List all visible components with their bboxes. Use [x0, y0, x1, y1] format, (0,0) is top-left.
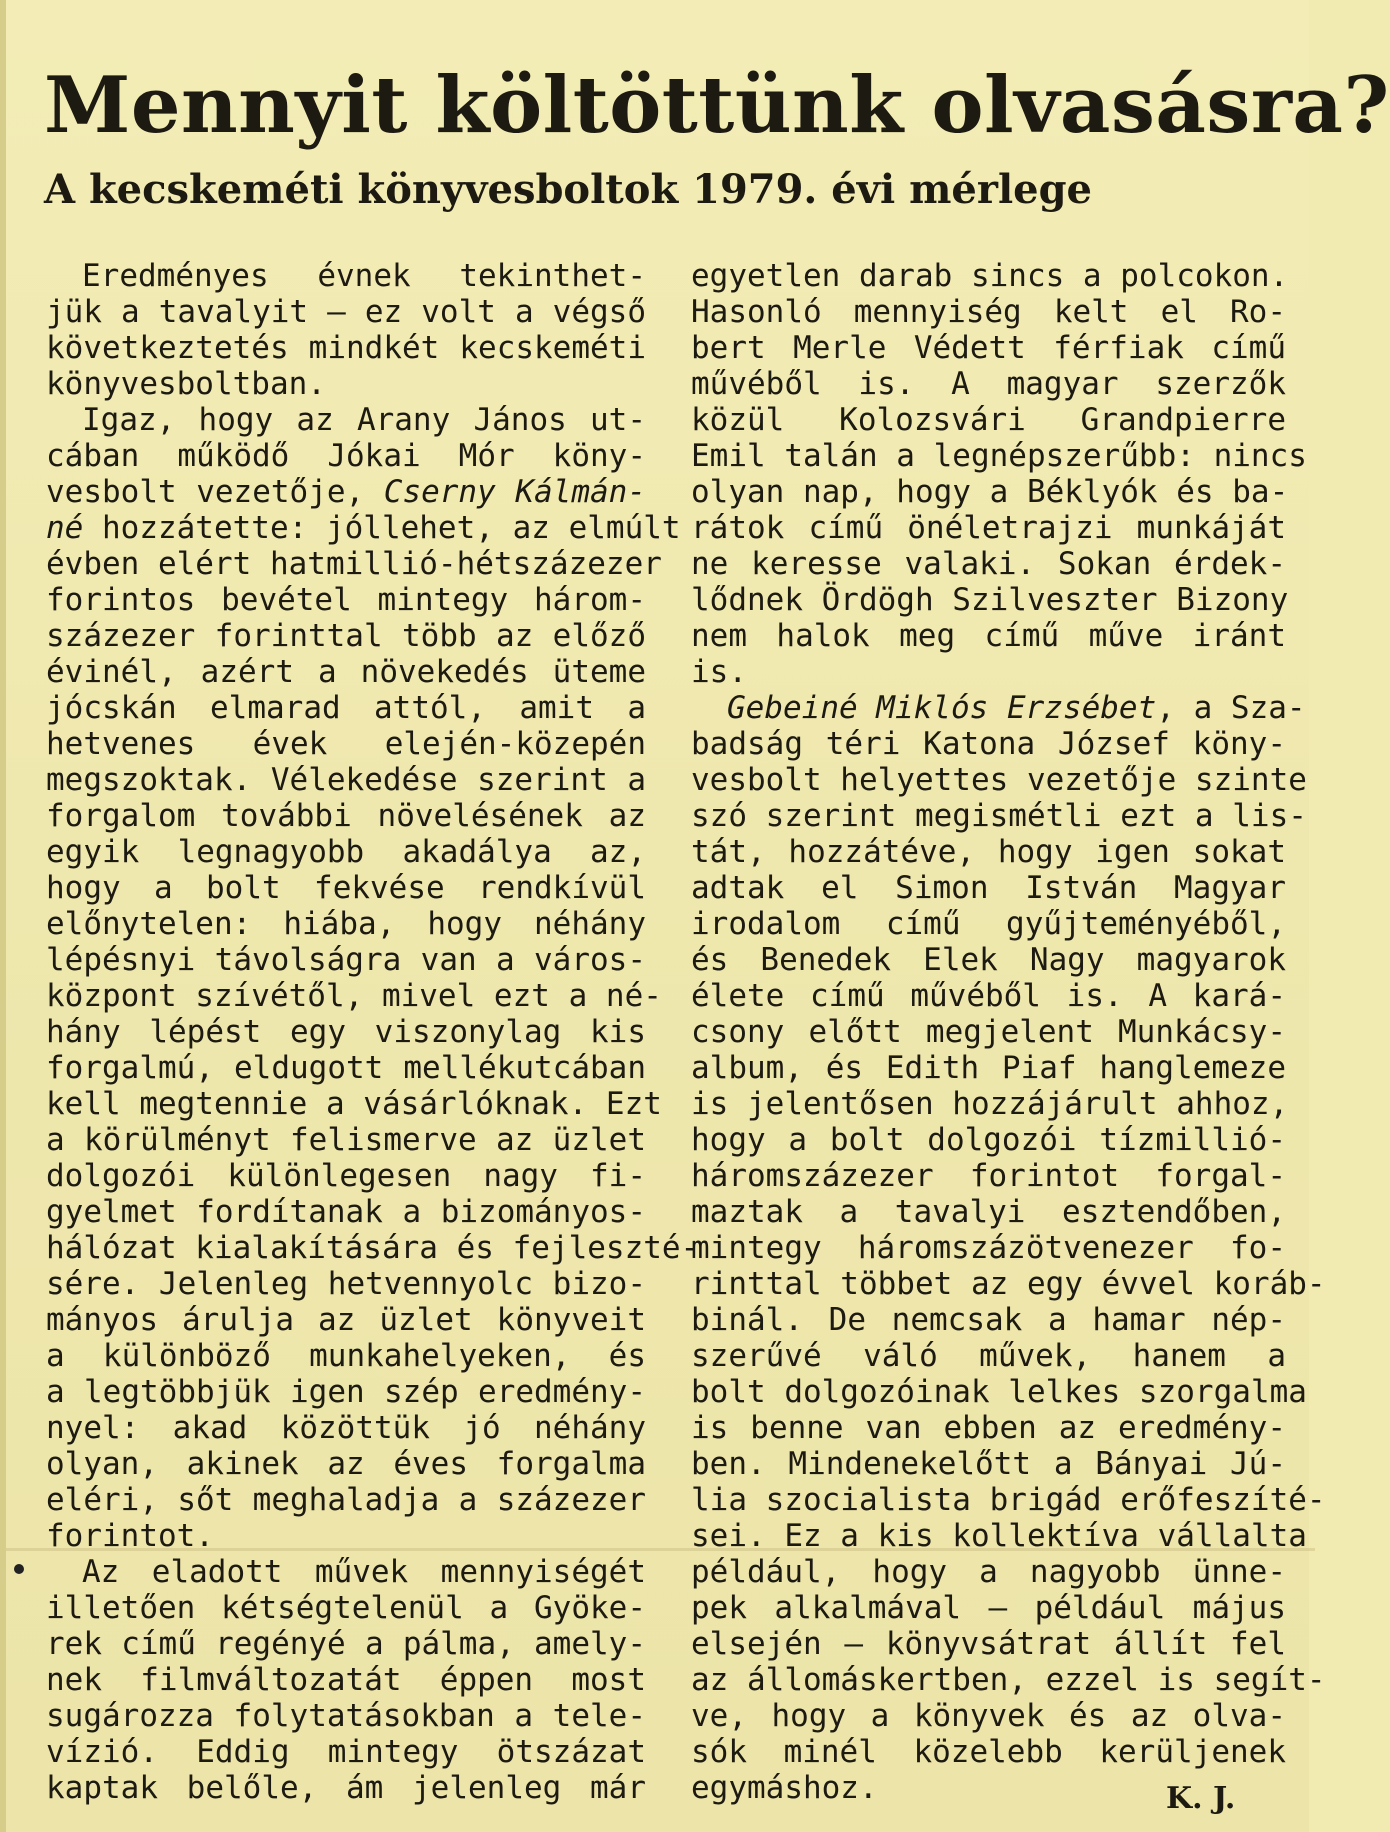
ink-dot [14, 1564, 24, 1574]
text-line: jük a tavalyit — ez volt a végső [46, 294, 646, 330]
text-line: maztak a tavalyi esztendőben, [691, 1194, 1286, 1230]
text-line: a körülményt felismerve az üzlet [46, 1122, 646, 1158]
text-line: az állomáskertben, ezzel is segít- [691, 1662, 1326, 1698]
text-line: egyik legnagyobb akadálya az, [46, 834, 646, 870]
headline: Mennyit költöttünk olvasásra? [44, 60, 1390, 151]
text-line: jócskán elmarad attól, amit a [46, 690, 646, 726]
text-line: művéből is. A magyar szerzők [691, 366, 1286, 402]
text-line: irodalom című gyűjteményéből, [691, 906, 1286, 942]
text-line: Igaz, hogy az Arany János ut- [82, 402, 646, 438]
text-line: hetvenes évek elején-közepén [46, 726, 646, 762]
text-line: a legtöbbjük igen szép eredmény- [46, 1374, 646, 1410]
text-line: nem halok meg című műve iránt [691, 618, 1286, 654]
text-line: tát, hozzátéve, hogy igen sokat [691, 834, 1286, 870]
text-line: né hozzátette: jóllehet, az elmúlt [46, 510, 681, 546]
paper-fold-line [6, 1548, 1315, 1551]
text-line: cában működő Jókai Mór köny- [46, 438, 646, 474]
text-line: hálózat kialakítására és fejleszté- [46, 1230, 700, 1266]
text-line: csony előtt megjelent Munkácsy- [691, 1014, 1286, 1050]
text-line: sugározza folytatásokban a tele- [46, 1698, 646, 1734]
text-line: dolgozói különlegesen nagy fi- [46, 1158, 646, 1194]
text-line: egymáshoz. [691, 1770, 878, 1806]
text-line: olyan nap, hogy a Béklyók és ba- [691, 474, 1289, 510]
text-line: kaptak belőle, ám jelenleg már [46, 1770, 646, 1806]
text-line: Emil talán a legnépszerűbb: nincs [691, 438, 1307, 474]
text-line: közül Kolozsvári Grandpierre [691, 402, 1286, 438]
text-line: Eredményes évnek tekinthet- [82, 258, 646, 294]
author-signature: K. J. [1166, 1781, 1236, 1816]
text-line: például, hogy a nagyobb ünne- [691, 1554, 1286, 1590]
text-line: ben. Mindenekelőtt a Bányai Jú- [691, 1446, 1286, 1482]
text-line: rek című regényé a pálma, amely- [46, 1626, 646, 1662]
text-line: könyvesboltban. [46, 366, 326, 402]
text-line: is benne van ebben az eredmény- [691, 1410, 1286, 1446]
text-line: mányos árulja az üzlet könyveit [46, 1302, 646, 1338]
text-line: Gebeiné Miklós Erzsébet, a Sza- [727, 690, 1306, 726]
text-line: sók minél közelebb kerüljenek [691, 1734, 1286, 1770]
text-line: elsején — könyvsátrat állít fel [691, 1626, 1286, 1662]
text-line: élete című művéből is. A kará- [691, 978, 1286, 1014]
text-line: vesbolt helyettes vezetője szinte [691, 762, 1307, 798]
text-line: évben elért hatmillió-hétszázezer [46, 546, 662, 582]
text-line: rátok című önéletrajzi munkáját [691, 510, 1286, 546]
text-line: nyel: akad közöttük jó néhány [46, 1410, 646, 1446]
text-line: Hasonló mennyiség kelt el Ro- [691, 294, 1286, 330]
text-line: évinél, azért a növekedés üteme [46, 654, 646, 690]
text-line: egyetlen darab sincs a polcokon. [691, 258, 1289, 294]
text-line: ne keresse valaki. Sokan érdek- [691, 546, 1286, 582]
text-line: központ szívétől, mivel ezt a né- [46, 978, 662, 1014]
text-line: forgalmú, eldugott mellékutcában [46, 1050, 646, 1086]
left-column [46, 258, 700, 1806]
text-line: pek alkalmával — például május [691, 1590, 1286, 1626]
text-line: ve, hogy a könyvek és az olva- [691, 1698, 1286, 1734]
text-line: Az eladott művek mennyiségét [82, 1554, 646, 1590]
text-line: badság téri Katona József köny- [691, 726, 1286, 762]
text-line: kell megtennie a vásárlóknak. Ezt [46, 1086, 662, 1122]
text-line: sei. Ez a kis kollektíva vállalta [691, 1518, 1307, 1554]
text-line: bolt dolgozóinak lelkes szorgalma [691, 1374, 1307, 1410]
text-line: gyelmet fordítanak a bizományos- [46, 1194, 646, 1230]
text-line: eléri, sőt meghaladja a százezer [46, 1482, 646, 1518]
text-line: olyan, akinek az éves forgalma [46, 1446, 646, 1482]
text-line: százezer forinttal több az előző [46, 618, 646, 654]
right-column [691, 258, 1326, 1806]
text-line: illetően kétségtelenül a Gyöke- [46, 1590, 646, 1626]
text-line: szó szerint megismétli ezt a lis- [691, 798, 1307, 834]
text-line: forgalom további növelésének az [46, 798, 646, 834]
text-line: szerűvé váló művek, hanem a [691, 1338, 1286, 1374]
text-line: forintot. [46, 1518, 214, 1554]
text-line: és Benedek Elek Nagy magyarok [691, 942, 1286, 978]
text-line: lődnek Ördögh Szilveszter Bizony [691, 582, 1289, 618]
text-line: is jelentősen hozzájárult ahhoz, [691, 1086, 1289, 1122]
text-line: mintegy háromszázötvenezer fo- [691, 1230, 1286, 1266]
text-line: a különböző munkahelyeken, és [46, 1338, 646, 1374]
text-line: lépésnyi távolságra van a város- [46, 942, 646, 978]
text-line: hogy a bolt fekvése rendkívül [46, 870, 646, 906]
text-line: előnytelen: hiába, hogy néhány [46, 906, 646, 942]
text-line: nek filmváltozatát éppen most [46, 1662, 646, 1698]
text-line: binál. De nemcsak a hamar nép- [691, 1302, 1286, 1338]
text-line: is. [691, 654, 747, 690]
text-line: vesbolt vezetője, Cserny Kálmán- [46, 474, 646, 510]
subheadline: A kecskeméti könyvesboltok 1979. évi mérlege [44, 166, 1093, 213]
text-line: forintos bevétel mintegy három- [46, 582, 646, 618]
text-line: rinttal többet az egy évvel koráb- [691, 1266, 1326, 1302]
text-line: sére. Jelenleg hetvennyolc bizo- [46, 1266, 646, 1302]
text-line: hány lépést egy viszonylag kis [46, 1014, 646, 1050]
text-line: bert Merle Védett férfiak című [691, 330, 1286, 366]
text-line: lia szocialista brigád erőfeszíté- [691, 1482, 1326, 1518]
text-line: vízió. Eddig mintegy ötszázat [46, 1734, 646, 1770]
text-line: megszoktak. Vélekedése szerint a [46, 762, 646, 798]
text-line: háromszázezer forintot forgal- [691, 1158, 1286, 1194]
text-line: következtetés mindkét kecskeméti [46, 330, 646, 366]
text-line: adtak el Simon István Magyar [691, 870, 1286, 906]
text-line: hogy a bolt dolgozói tízmillió- [691, 1122, 1286, 1158]
text-line: album, és Edith Piaf hanglemeze [691, 1050, 1286, 1086]
